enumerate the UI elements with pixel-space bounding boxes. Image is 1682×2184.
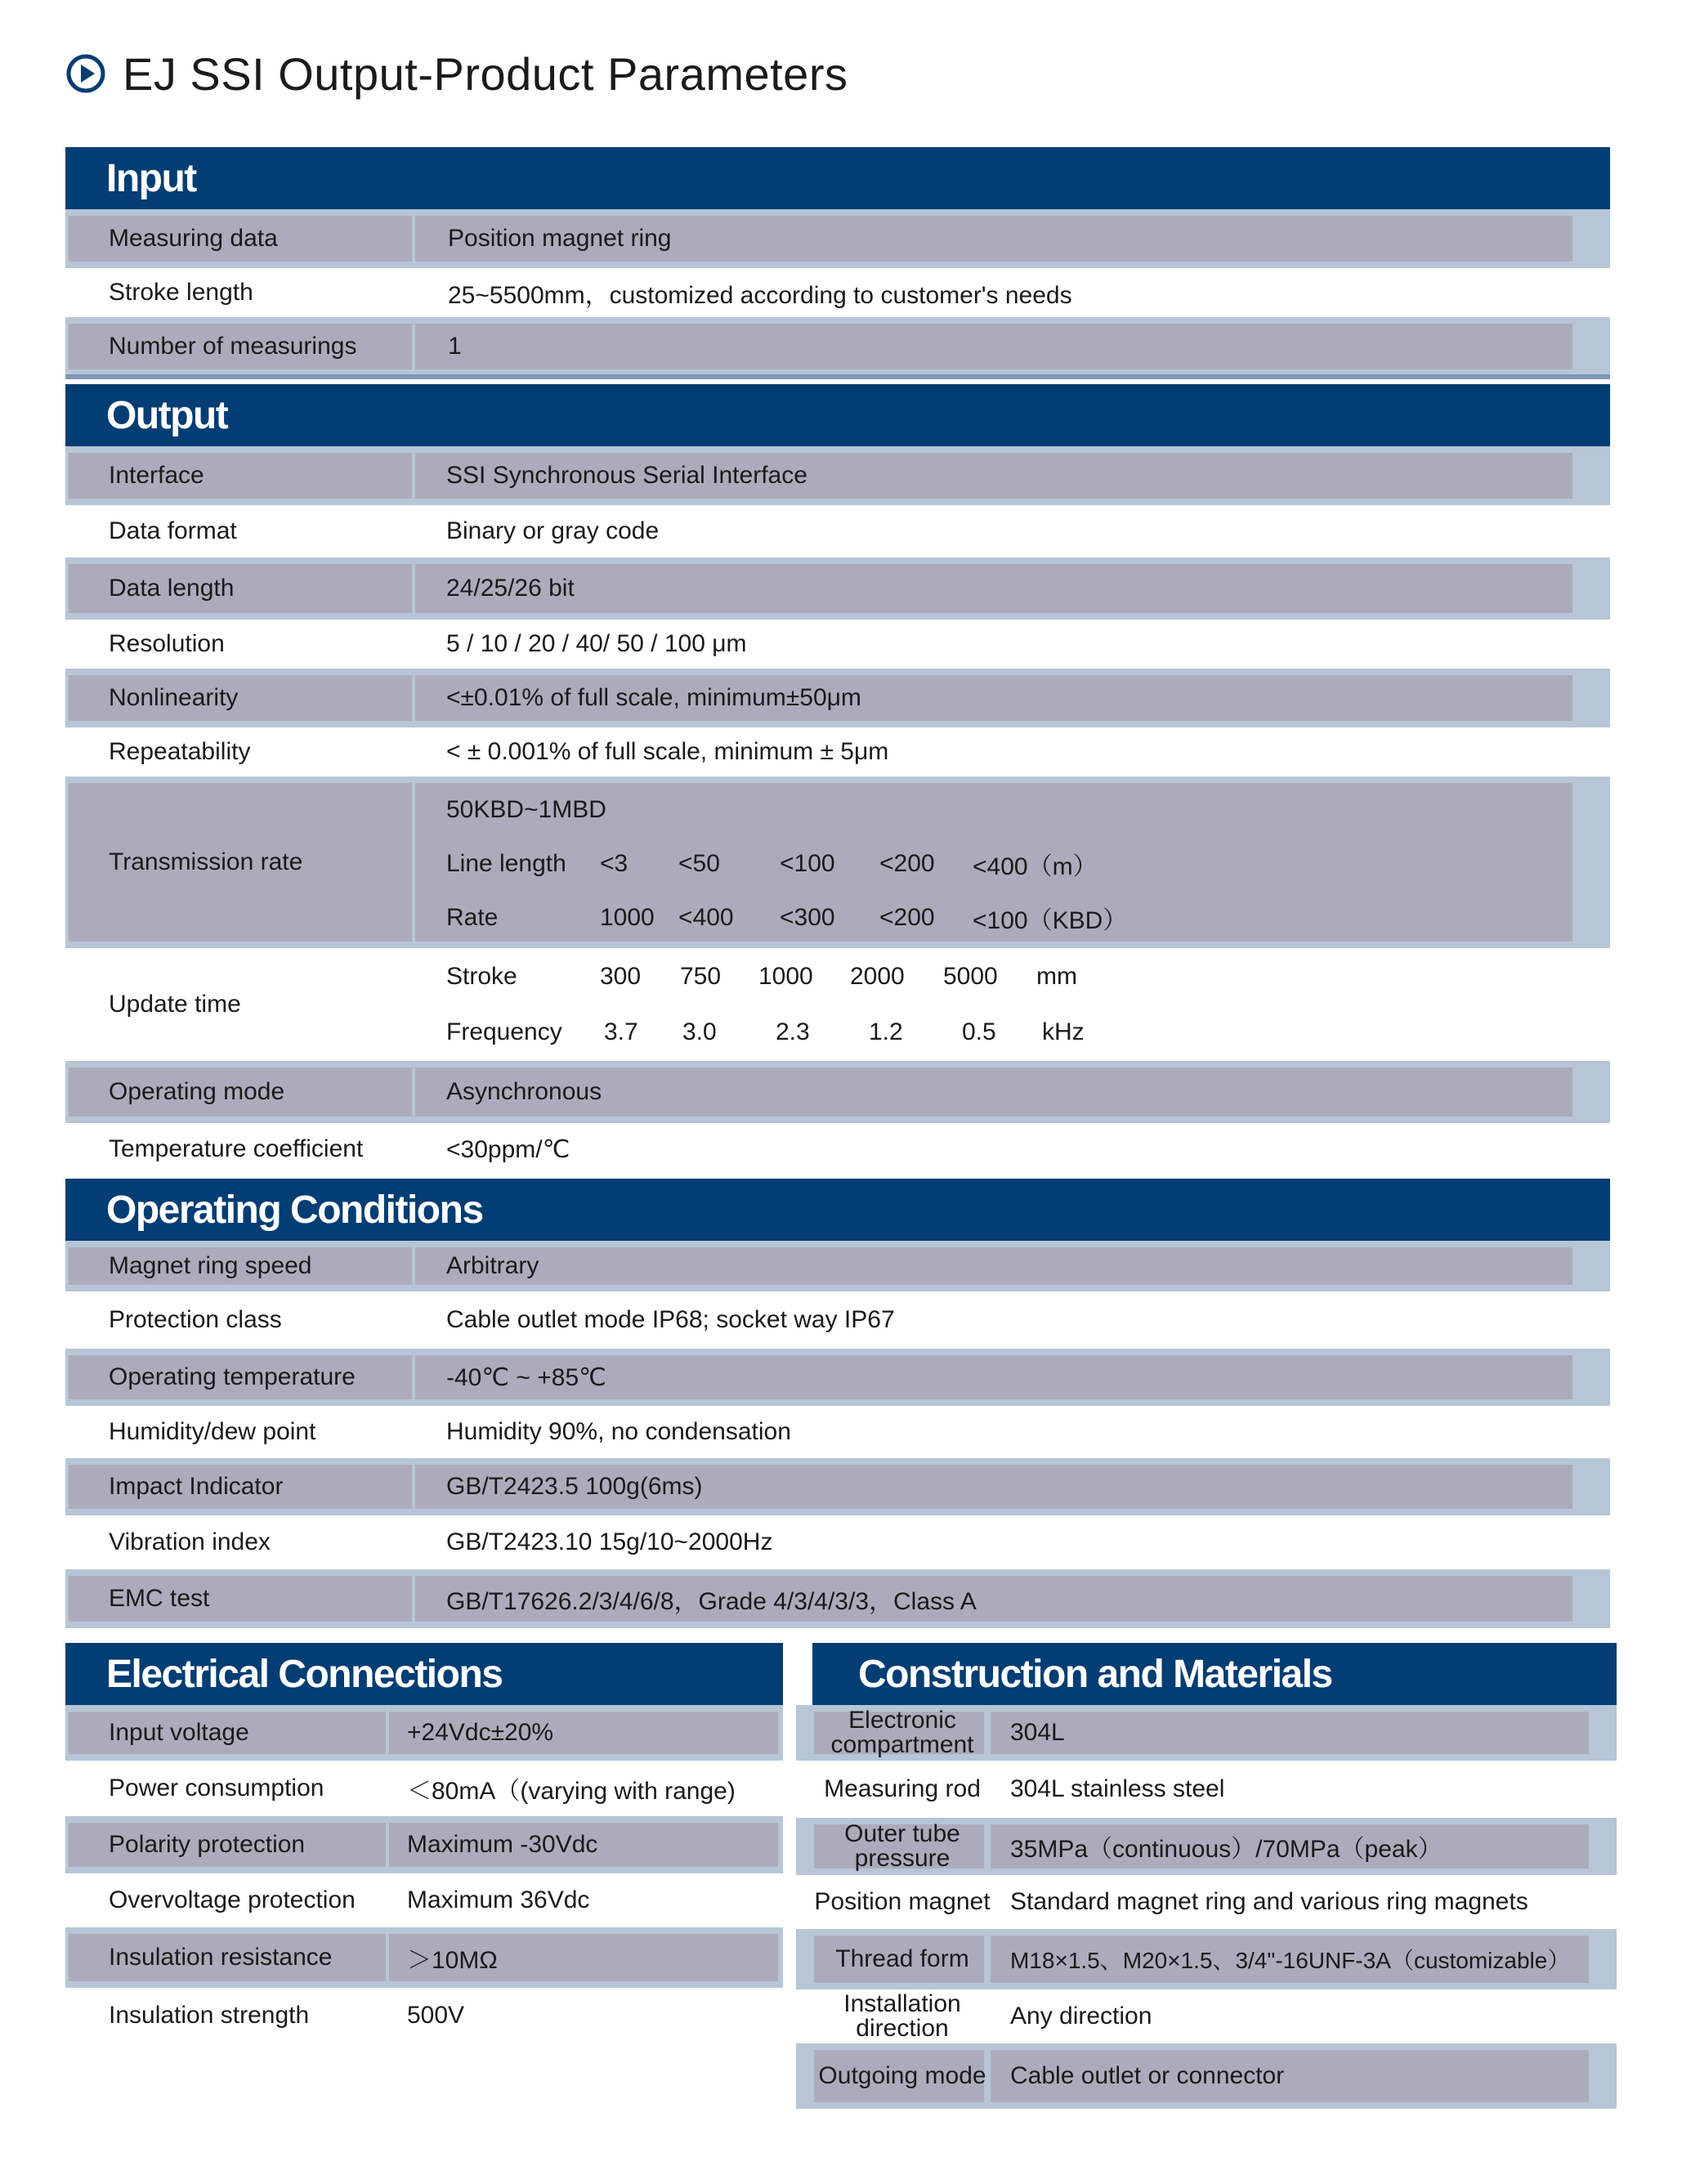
table-row: [65, 268, 1610, 317]
row-value: Any direction: [1010, 2003, 1152, 2030]
row-value: 25~5500mm，customized according to customer's needs: [448, 282, 1072, 309]
table-row: [65, 1761, 783, 1816]
row-label: Impact Indicator: [109, 1473, 284, 1500]
row-label: Measuring data: [109, 225, 278, 252]
line-length-cell: <3: [600, 850, 629, 877]
row-label: Magnet ring speed: [109, 1252, 312, 1279]
row-value: Binary or gray code: [446, 517, 660, 544]
row-label: Transmission rate: [109, 848, 303, 875]
table-row: [796, 1761, 1617, 1818]
output-section-header: [65, 384, 1610, 446]
row-value: -40℃ ~ +85℃: [446, 1363, 606, 1391]
row-value: Cable outlet or connector: [1010, 2062, 1285, 2089]
table-row: [65, 1406, 1610, 1458]
row-label: Overvoltage protection: [109, 1886, 356, 1913]
row-label: Stroke length: [109, 279, 253, 306]
rate-cell: <100（KBD）: [973, 907, 1128, 934]
row-value: 500V: [407, 2002, 465, 2029]
frequency-line: [446, 1005, 1085, 1060]
row-value: <30ppm/℃: [446, 1135, 570, 1163]
table-row: [796, 2043, 1617, 2109]
row-label: Power consumption: [109, 1774, 324, 1801]
table-row: [65, 727, 1610, 776]
row-value: < ± 0.001% of full scale, minimum ± 5μm: [446, 738, 889, 765]
section-divider: [65, 374, 1610, 379]
row-label: Operating mode: [109, 1078, 285, 1105]
update-values: [446, 949, 1085, 1060]
line-length-cell: <400（m）: [973, 853, 1098, 880]
row-label: Data length: [109, 575, 235, 602]
table-row: [65, 669, 1610, 727]
row-label: Outgoing mode: [818, 2062, 986, 2089]
row-label: Number of measurings: [109, 333, 357, 360]
rate-cell: 1000: [600, 904, 655, 931]
table-row: [65, 1123, 1610, 1175]
row-value: 35MPa（continuous）/70MPa（peak）: [1010, 1836, 1443, 1863]
stroke-cell: 2000: [850, 963, 905, 990]
table-row: [65, 317, 1610, 376]
table-row: [65, 1061, 1610, 1123]
table-row: [65, 209, 1610, 268]
table-row: [65, 1291, 1610, 1349]
row-label: Installation direction: [843, 1990, 961, 2042]
electrical-section-title: Electrical Connections: [106, 1652, 503, 1696]
table-row: [65, 1515, 1610, 1569]
frequency-cell: 3.0: [682, 1018, 717, 1045]
table-row: [796, 1705, 1617, 1761]
table-row: [65, 1927, 783, 1988]
input-section-title: Input: [106, 156, 196, 200]
row-value: ＞10MΩ: [407, 1947, 498, 1974]
stroke-cell: 300: [600, 963, 642, 990]
table-row: [796, 1875, 1617, 1929]
row-label: Insulation resistance: [109, 1944, 333, 1971]
row-label: Polarity protection: [109, 1831, 306, 1858]
table-row: [796, 1818, 1617, 1875]
row-label: Interface: [109, 462, 204, 489]
page-title: EJ SSI Output-Product Parameters: [123, 47, 848, 100]
table-row: [65, 1988, 783, 2043]
rate-cell: <400: [678, 904, 734, 931]
row-label: EMC test: [109, 1585, 210, 1612]
construction-section-header: [812, 1643, 1617, 1705]
line-length-label: Line length: [446, 850, 566, 877]
row-value: ＜80mA（(varying with range): [407, 1778, 736, 1805]
table-row: [796, 1929, 1617, 1989]
conditions-section-header: [65, 1179, 1610, 1241]
row-value: Maximum 36Vdc: [407, 1886, 590, 1913]
stroke-label: Stroke: [446, 963, 517, 990]
row-label: Resolution: [109, 630, 225, 657]
line-length-cell: <50: [678, 850, 720, 877]
stroke-cell: 1000: [758, 963, 813, 990]
row-label: Operating temperature: [109, 1363, 356, 1390]
page-title-block: [65, 41, 848, 106]
row-label: Protection class: [109, 1306, 282, 1333]
stroke-cell: 750: [680, 963, 722, 990]
output-section-title: Output: [106, 393, 228, 437]
row-label: Position magnet: [814, 1888, 991, 1915]
transmission-range: 50KBD~1MBD: [446, 796, 606, 823]
row-value: 5 / 10 / 20 / 40/ 50 / 100 μm: [446, 630, 747, 657]
row-label: Data format: [109, 517, 237, 544]
rate-label: Rate: [446, 904, 499, 931]
update-time-row: [65, 948, 1610, 1061]
row-value: Asynchronous: [446, 1078, 602, 1105]
row-value: SSI Synchronous Serial Interface: [446, 462, 807, 489]
row-label: Measuring rod: [824, 1775, 981, 1802]
row-label: Repeatability: [109, 738, 251, 765]
row-label: Thread form: [835, 1945, 969, 1972]
electrical-section-header: [65, 1643, 783, 1705]
frequency-label: Frequency: [446, 1018, 562, 1045]
stroke-line: [446, 949, 1085, 1005]
table-row: [65, 446, 1610, 505]
row-label: Insulation strength: [109, 2002, 310, 2029]
input-section-header: [65, 147, 1610, 209]
table-row: [65, 1873, 783, 1927]
row-value: Humidity 90%, no condensation: [446, 1418, 791, 1445]
conditions-table: [65, 1241, 1610, 1628]
rate-line: [446, 891, 1127, 945]
rate-cell: <200: [879, 904, 935, 931]
line-length-cell: <200: [879, 850, 935, 877]
table-row: [65, 557, 1610, 620]
stroke-cell: 5000: [943, 963, 998, 990]
table-row: [796, 1989, 1617, 2043]
row-value: 24/25/26 bit: [446, 575, 575, 602]
construction-section-title: Construction and Materials: [858, 1652, 1332, 1696]
transmission-rate-row: [65, 776, 1610, 948]
row-value: Maximum -30Vdc: [407, 1831, 598, 1858]
electrical-table: [65, 1705, 783, 2043]
line-length-cell: <100: [780, 850, 835, 877]
row-label: Humidity/dew point: [109, 1418, 316, 1445]
row-value: 1: [448, 333, 462, 360]
row-value: Standard magnet ring and various ring magnets: [1010, 1888, 1528, 1915]
construction-table: [796, 1705, 1617, 2109]
frequency-cell: 0.5: [962, 1018, 996, 1045]
table-row: [65, 1816, 783, 1873]
transmission-values: [446, 780, 1127, 945]
frequency-cell: 1.2: [869, 1018, 903, 1045]
row-value: GB/T2423.10 15g/10~2000Hz: [446, 1528, 773, 1555]
row-label: Input voltage: [109, 1719, 249, 1746]
row-value: Cable outlet mode IP68; socket way IP67: [446, 1306, 895, 1333]
table-row: [65, 620, 1610, 669]
conditions-section-title: Operating Conditions: [106, 1188, 483, 1232]
table-row: [65, 1705, 783, 1761]
table-row: [65, 1241, 1610, 1291]
table-row: [65, 505, 1610, 557]
row-label: Electronic compartment: [830, 1707, 974, 1758]
row-value: Position magnet ring: [448, 225, 672, 252]
line-length-line: [446, 837, 1127, 891]
table-row: [65, 1349, 1610, 1406]
play-circle-icon: [65, 53, 106, 94]
row-label: Nonlinearity: [109, 684, 239, 711]
frequency-cell: 2.3: [776, 1018, 810, 1045]
input-table: [65, 209, 1610, 376]
row-label: Update time: [109, 991, 241, 1018]
output-table: [65, 446, 1610, 1175]
rate-cell: <300: [780, 904, 835, 931]
row-value: M18×1.5、M20×1.5、3/4"-16UNF-3A（customizable）: [1010, 1948, 1571, 1973]
row-value: +24Vdc±20%: [407, 1719, 554, 1746]
table-row: [65, 1458, 1610, 1515]
row-label: Temperature coefficient: [109, 1135, 364, 1162]
row-label: Outer tube pressure: [844, 1820, 960, 1872]
row-value: 304L stainless steel: [1010, 1775, 1225, 1802]
row-value: <±0.01% of full scale, minimum±50μm: [446, 684, 861, 711]
stroke-unit: mm: [1036, 963, 1077, 990]
row-value: 304L: [1010, 1719, 1065, 1746]
table-row: [65, 1569, 1610, 1628]
row-label: Vibration index: [109, 1528, 271, 1555]
frequency-unit: kHz: [1042, 1018, 1085, 1045]
row-value: Arbitrary: [446, 1252, 539, 1279]
frequency-cell: 3.7: [604, 1018, 638, 1045]
row-value: GB/T17626.2/3/4/6/8，Grade 4/3/4/3/3，Class A: [446, 1588, 977, 1615]
row-value: GB/T2423.5 100g(6ms): [446, 1473, 703, 1500]
